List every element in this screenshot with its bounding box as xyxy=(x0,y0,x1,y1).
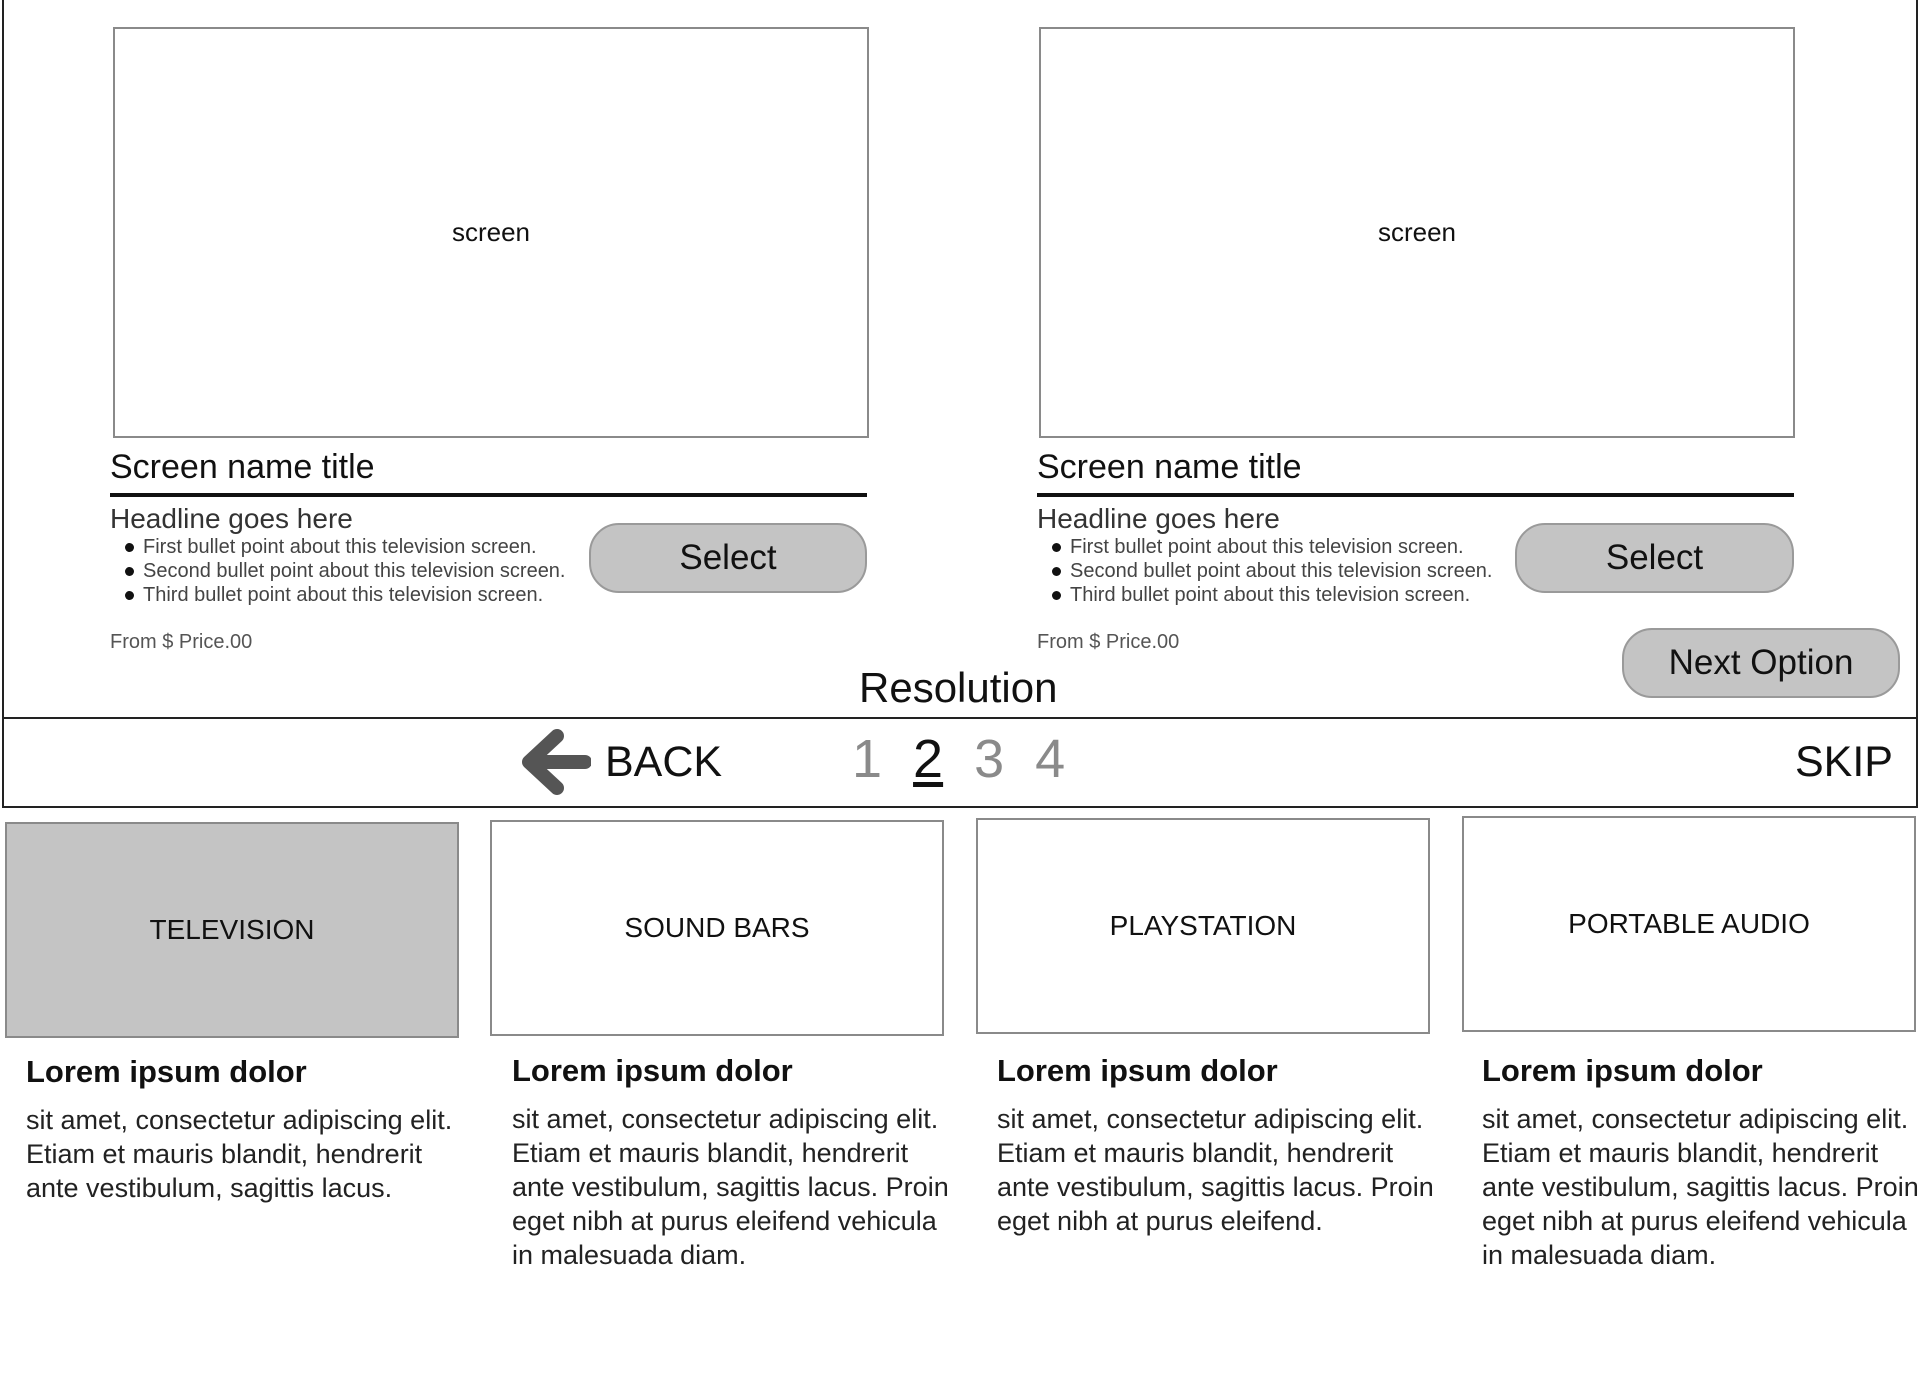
skip-button[interactable]: SKIP xyxy=(1795,738,1893,786)
screen-placeholder-label: screen xyxy=(1377,217,1457,247)
bullet-point: First bullet point about this television screen. xyxy=(1047,535,1493,559)
category-label: PORTABLE AUDIO xyxy=(1568,908,1810,939)
step-title: Resolution xyxy=(859,664,1058,711)
page-number-4[interactable]: 4 xyxy=(1035,729,1066,789)
bullet-point: Third bullet point about this television screen. xyxy=(120,583,566,607)
category-description: sit amet, consectetur adipiscing elit. Etiam et mauris blandit, hendrerit ante vestibulum, sagittis lacus. Proin eget nibh at purus eleifend vehicula in malesuada diam. xyxy=(512,1104,949,1270)
next-option-button[interactable]: Next Option xyxy=(1622,628,1900,698)
bullet-point: First bullet point about this television screen. xyxy=(120,535,566,559)
product-1-title: Screen name title xyxy=(110,448,375,486)
product-1-bullet-list xyxy=(120,535,566,607)
product-1-headline: Headline goes here xyxy=(110,503,353,534)
product-2-title: Screen name title xyxy=(1037,448,1302,486)
product-2-title-divider xyxy=(1037,493,1794,497)
category-heading: Lorem ipsum dolor xyxy=(512,1053,793,1088)
category-description: sit amet, consectetur adipiscing elit. Etiam et mauris blandit, hendrerit ante vestibulum, sagittis lacus. Proin eget nibh at purus eleifend vehicula in malesuada diam. xyxy=(1482,1104,1919,1270)
category-heading: Lorem ipsum dolor xyxy=(1482,1053,1763,1088)
category-description: sit amet, consectetur adipiscing elit. Etiam et mauris blandit, hendrerit ante vestibulum, sagittis lacus. Proin eget nibh at purus eleifend. xyxy=(997,1104,1434,1236)
product-1-select-button[interactable]: Select xyxy=(589,523,867,593)
arrow-left-icon xyxy=(515,725,591,799)
product-2-screen-image xyxy=(1039,27,1795,438)
product-1-title-divider xyxy=(110,493,867,497)
product-1-price: From $ Price.00 xyxy=(110,631,253,653)
category-tile-playstation[interactable] xyxy=(976,818,1430,1034)
product-1-screen-image xyxy=(113,27,869,438)
category-label: SOUND BARS xyxy=(624,912,810,943)
back-label: BACK xyxy=(605,737,723,786)
category-heading: Lorem ipsum dolor xyxy=(26,1054,307,1089)
product-2-bullet-list xyxy=(1047,535,1493,607)
category-label: PLAYSTATION xyxy=(1109,910,1297,941)
page-number-2-current[interactable]: 2 xyxy=(913,729,944,789)
page-number-3[interactable]: 3 xyxy=(974,729,1005,789)
category-label: TELEVISION xyxy=(149,914,315,945)
category-heading: Lorem ipsum dolor xyxy=(997,1053,1278,1088)
product-2-price: From $ Price.00 xyxy=(1037,631,1180,653)
product-2-select-button[interactable]: Select xyxy=(1515,523,1794,593)
page-number-1[interactable]: 1 xyxy=(852,729,883,789)
category-tile-portable-audio[interactable] xyxy=(1462,816,1916,1032)
category-tile-sound-bars[interactable] xyxy=(490,820,944,1036)
page-indicator xyxy=(852,724,1065,794)
back-button[interactable] xyxy=(515,725,725,799)
screen-placeholder-label: screen xyxy=(451,217,531,247)
category-description: sit amet, consectetur adipiscing elit. Etiam et mauris blandit, hendrerit ante vestibulum, sagittis lacus. xyxy=(26,1105,453,1203)
bullet-point: Second bullet point about this television screen. xyxy=(1047,559,1493,583)
category-tile-television[interactable] xyxy=(5,822,459,1038)
product-2-headline: Headline goes here xyxy=(1037,503,1280,534)
bullet-point: Third bullet point about this television screen. xyxy=(1047,583,1493,607)
bullet-point: Second bullet point about this television screen. xyxy=(120,559,566,583)
